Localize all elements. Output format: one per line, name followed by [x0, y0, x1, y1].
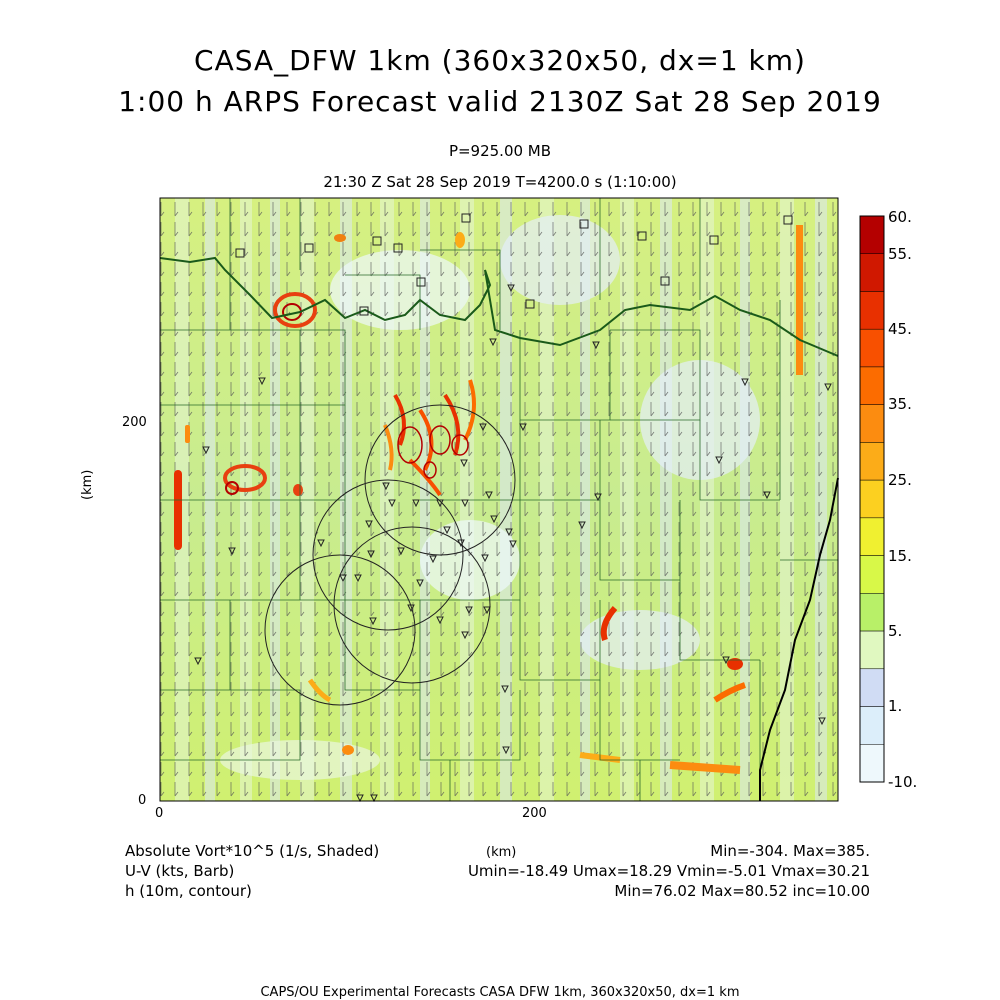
- colorbar-label-15: 15.: [888, 547, 912, 565]
- legend-height: h (10m, contour): [125, 882, 252, 900]
- legend-wind: U-V (kts, Barb): [125, 862, 235, 880]
- colorbar-box: [860, 518, 884, 556]
- colorbar-box: [860, 744, 884, 782]
- title-line-2: 1:00 h ARPS Forecast valid 2130Z Sat 28 Sep 2019: [118, 85, 882, 118]
- colorbar-box: [860, 442, 884, 480]
- colorbar-box: [860, 669, 884, 707]
- colorbar: [860, 216, 884, 782]
- colorbar-box: [860, 367, 884, 405]
- colorbar-box: [860, 631, 884, 669]
- legend-vorticity: Absolute Vort*10^5 (1/s, Shaded): [125, 842, 380, 860]
- colorbar-box: [860, 556, 884, 594]
- colorbar-label-35: 35.: [888, 395, 912, 413]
- colorbar-label-5: 5.: [888, 622, 903, 640]
- colorbar-box: [860, 216, 884, 254]
- legend-vort-range: Min=-304. Max=385.: [710, 842, 870, 860]
- colorbar-label-1: 1.: [888, 697, 903, 715]
- colorbar-box: [860, 329, 884, 367]
- y-axis-label: (km): [80, 469, 95, 500]
- colorbar-box: [860, 291, 884, 329]
- colorbar-box: [860, 480, 884, 518]
- legend-wind-range: Umin=-18.49 Umax=18.29 Vmin=-5.01 Vmax=30.21: [467, 862, 870, 880]
- colorbar-label-minus10: -10.: [888, 773, 918, 791]
- y-tick-0: 0: [138, 793, 147, 808]
- valid-time: 21:30 Z Sat 28 Sep 2019 T=4200.0 s (1:10:00): [323, 173, 677, 191]
- colorbar-box: [860, 707, 884, 745]
- colorbar-label-55: 55.: [888, 245, 912, 263]
- title-line-1: CASA_DFW 1km (360x320x50, dx=1 km): [194, 44, 806, 77]
- pressure-level: P=925.00 MB: [448, 142, 552, 160]
- colorbar-box: [860, 254, 884, 292]
- x-tick-0: 0: [155, 806, 164, 821]
- y-tick-200: 200: [122, 415, 147, 430]
- colorbar-label-45: 45.: [888, 320, 912, 338]
- legend-height-range: Min=76.02 Max=80.52 inc=10.00: [614, 882, 870, 900]
- colorbar-box: [860, 405, 884, 443]
- map-area: [160, 198, 838, 801]
- footer: CAPS/OU Experimental Forecasts CASA DFW 1km, 360x320x50, dx=1 km: [260, 985, 740, 1000]
- colorbar-label-25: 25.: [888, 471, 912, 489]
- x-tick-200: 200: [522, 806, 547, 821]
- colorbar-box: [860, 593, 884, 631]
- legend-km: (km): [486, 845, 517, 860]
- colorbar-label-60: 60.: [888, 208, 912, 226]
